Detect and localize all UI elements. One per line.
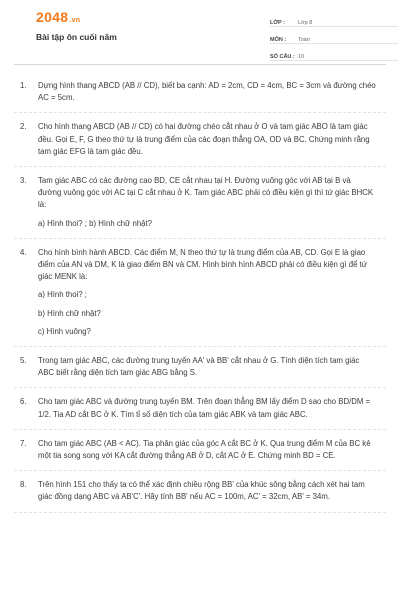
meta-row	[270, 14, 398, 27]
site-logo[interactable]	[36, 9, 80, 25]
question-number: 5.	[20, 356, 27, 366]
question-text: Tam giác ABC có các đường cao BD, CE cắt nhau tại H. Đường vuông góc với AB tại B và đường vuông góc với AC tại C cắt nhau ở K. Tam giác ABC phải có điều kiện gì thì tứ giác BHCK là:	[38, 176, 374, 210]
question-item	[14, 72, 386, 113]
meta-key: LỚP :	[270, 20, 285, 26]
question-option: a) Hình thoi? ; b) Hình chữ nhật?	[38, 218, 153, 228]
meta-table	[270, 14, 398, 65]
question-item	[14, 430, 386, 471]
question-text: Dựng hình thang ABCD (AB // CD), biết ba cạnh: AD = 2cm, CD = 4cm, BC = 3cm và đường chéo AC = 5cm.	[38, 81, 376, 103]
meta-value: Lớp 8	[298, 20, 313, 26]
question-number: 4.	[20, 247, 27, 257]
question-number: 6.	[20, 397, 27, 407]
question-number: 2.	[20, 122, 27, 132]
question-item	[14, 113, 386, 167]
question-item	[14, 239, 386, 347]
meta-value: 10	[298, 54, 305, 60]
question-number: 3.	[20, 176, 27, 186]
logo-suffix: .vn	[69, 17, 81, 24]
question-item	[14, 347, 386, 388]
question-item	[14, 471, 386, 512]
logo-number: 2048	[36, 9, 69, 25]
question-list	[14, 72, 386, 513]
meta-row	[270, 31, 398, 44]
question-number: 1.	[20, 81, 27, 90]
question-option: a) Hình thoi? ;	[38, 290, 87, 300]
question-item	[14, 388, 386, 429]
header-divider	[14, 64, 386, 65]
question-text: Cho hình thang ABCD (AB // CD) có hai đường chéo cắt nhau ở O và tam giác ABO là tam giác đều. Gọi E, F, G theo thứ tự là trung điểm của các đoạn thẳng OA, OD và BC. Chứng minh rằng tam giác EFG là tam giác đều.	[38, 122, 370, 156]
question-text: Cho tam giác ABC và đường trung tuyến BM. Trên đoạn thẳng BM lấy điểm D sao cho BD/DM = 1/2. Tia AD cắt BC ở K. Tìm tỉ số diện tích của tam giác ABK và tam giác ABC.	[38, 397, 371, 419]
question-text: Trên hình 151 cho thấy ta có thể xác định chiều rộng BB' của khúc sông bằng cách xét hai tam giác đồng dạng ABC và AB'C'. Hãy tính BB' nếu AC = 100m, AC' = 32cm, AB' = 34m.	[38, 480, 365, 502]
header	[14, 0, 386, 64]
meta-key: MÔN :	[270, 37, 287, 43]
question-option: b) Hình chữ nhật?	[38, 308, 101, 318]
question-text: Cho hình bình hành ABCD. Các điểm M, N theo thứ tự là trung điểm của AB, CD. Gọi E là giao điểm của AN và DM, K là giao điểm BN và CM. Hình bình hình ABCD phải có điều kiện gì để tứ giác MENK là:	[38, 247, 367, 282]
document-title: Bài tập ôn cuối năm	[36, 32, 117, 42]
question-option: c) Hình vuông?	[38, 326, 91, 336]
question-number: 8.	[20, 480, 27, 490]
question-text: Trong tam giác ABC, các đường trung tuyến AA' và BB' cắt nhau ở G. Tính diện tích tam giác ABC biết rằng diện tích tam giác ABG bằng S.	[38, 356, 360, 378]
question-item	[14, 167, 386, 239]
question-text: Cho tam giác ABC (AB < AC). Tia phân giác của góc A cắt BC ở K. Qua trung điểm M của BC kẻ một tia song song với KA cắt đường thẳng AB ở D, cắt AC ở E. Chứng minh BD = CE.	[38, 438, 371, 461]
question-number: 7.	[20, 438, 27, 448]
meta-row	[270, 48, 398, 61]
meta-key: SỐ CÂU :	[270, 54, 295, 60]
meta-value: Toán	[298, 37, 310, 43]
